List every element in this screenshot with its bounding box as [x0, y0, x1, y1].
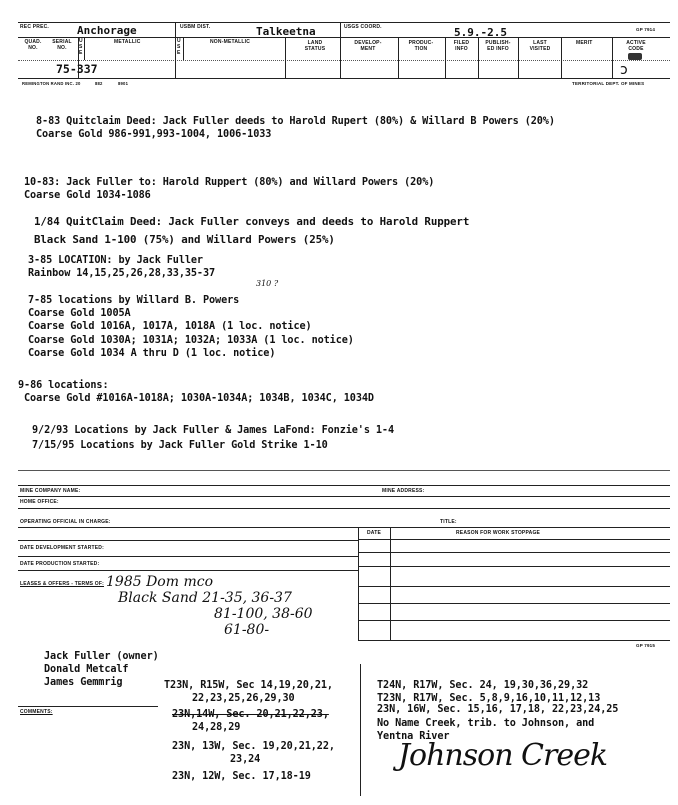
- form-number-top: GP 7914: [636, 27, 656, 32]
- territorial-dept-label: TERRITORIAL DEPT. OF MINES: [572, 81, 645, 86]
- township-line: T23N, R17W, Sec. 5,8,9,16,10,11,12,13: [377, 693, 601, 704]
- township-line: 23N, 13W, Sec. 19,20,21,22,: [172, 741, 335, 752]
- entry-line: 3-85 LOCATION: by Jack Fuller: [28, 255, 203, 266]
- location-note: Yentna River: [377, 731, 450, 742]
- serial-no-label: SERIAL NO.: [52, 39, 72, 51]
- date-production-label: DATE PRODUCTION STARTED:: [20, 561, 100, 567]
- lease-handwritten-3: 81-100, 38-60: [214, 606, 313, 622]
- township-line: 24,28,29: [192, 722, 241, 733]
- township-line: 22,23,25,26,29,30: [192, 693, 295, 704]
- title-label: TITLE:: [440, 519, 457, 525]
- township-line: T23N, R15W, Sec 14,19,20,21,: [164, 680, 333, 691]
- usgs-coord-label: USGS COORD.: [344, 24, 382, 30]
- entry-line: Coarse Gold 986-991,993-1004, 1006-1033: [36, 129, 272, 140]
- printer-credit: REMINGTON RAND INC. 20: [22, 81, 81, 86]
- entry-line: Rainbow 14,15,25,26,28,33,35-37: [28, 268, 216, 279]
- mine-address-label: MINE ADDRESS:: [382, 488, 425, 494]
- non-metallic-label: NON-METALLIC: [210, 39, 251, 45]
- rec-prec-value: Anchorage: [77, 24, 137, 37]
- production-label: PRODUC-TION: [408, 40, 434, 52]
- comments-label: COMMENTS:: [20, 709, 53, 715]
- signature-johnson-creek: Johnson Creek: [398, 738, 608, 773]
- print-code-b: 8901: [118, 81, 129, 86]
- entry-line: 1/84 QuitClaim Deed: Jack Fuller conveys and deeds to Harold Ruppert: [34, 215, 470, 228]
- location-note: No Name Creek, trib. to Johnson, and: [377, 718, 595, 729]
- entry-line: Coarse Gold 1030A; 1031A; 1032A; 1033A (1 loc. notice): [28, 335, 354, 346]
- annotation-310: 310 ?: [256, 279, 279, 288]
- header-top-line: [18, 22, 670, 23]
- lease-handwritten-1: 1985 Dom mco: [106, 574, 214, 590]
- township-line: 23N, 16W, Sec. 15,16, 17,18, 22,23,24,25: [377, 704, 619, 715]
- entry-line: 8-83 Quitclaim Deed: Jack Fuller deeds to Harold Rupert (80%) & Willard B Powers (20%): [36, 116, 555, 127]
- reason-col-label: REASON FOR WORK STOPPAGE: [456, 530, 541, 536]
- curl-mark-icon: ↄ: [620, 62, 628, 78]
- development-label: DEVELOP-MENT: [354, 40, 382, 52]
- usgs-coord-value: 5.9.-2.5: [454, 26, 507, 39]
- active-code-label: ACTIVE CODE: [626, 40, 646, 52]
- land-status-label: LAND STATUS: [304, 40, 326, 52]
- owner-line: James Gemmrig: [44, 677, 123, 688]
- form-number-bottom: GP 7915: [636, 643, 656, 648]
- quad-serial-value: 75-337: [56, 62, 98, 76]
- owner-line: Donald Metcalf: [44, 664, 129, 675]
- merit-label: MERIT: [576, 40, 593, 46]
- entry-line: Coarse Gold 1034 A thru D (1 loc. notice): [28, 348, 276, 359]
- lease-handwritten-4: 61-80-: [224, 622, 270, 638]
- date-col-label: DATE: [367, 530, 382, 536]
- lease-handwritten-2: Black Sand 21-35, 36-37: [118, 590, 292, 606]
- entry-line: 7/15/95 Locations by Jack Fuller Gold Strike 1-10: [32, 440, 328, 451]
- published-info-label: PUBLISH-ED INFO: [485, 40, 511, 52]
- header-mid-line: [18, 37, 670, 38]
- last-visited-label: LAST VISITED: [529, 40, 551, 52]
- date-development-label: DATE DEVELOPMENT STARTED:: [20, 545, 104, 551]
- township-line-struck: 23N,14W, Sec. 20,21,22,23,: [172, 709, 329, 720]
- entry-line: Black Sand 1-100 (75%) and Willard Powers (25%): [34, 233, 335, 246]
- entry-line: 10-83: Jack Fuller to: Harold Ruppert (80%) and Willard Powers (20%): [24, 177, 435, 188]
- entry-line: Coarse Gold 1016A, 1017A, 1018A (1 loc. notice): [28, 321, 312, 332]
- header-bottom-line: [18, 78, 670, 79]
- leases-offers-label: LEASES & OFFERS - TERMS OF:: [20, 581, 105, 587]
- header-value-line: [18, 60, 670, 61]
- owner-line: Jack Fuller (owner): [44, 651, 159, 662]
- entry-line: 7-85 locations by Willard B. Powers: [28, 295, 240, 306]
- township-line: 23,24: [230, 754, 261, 765]
- usbm-dist-value: Talkeetna: [256, 25, 316, 38]
- print-code-a: 882: [95, 81, 103, 86]
- home-office-label: HOME OFFICE:: [20, 499, 59, 505]
- use-nonmetallic-col: U S E: [177, 38, 181, 56]
- usbm-dist-label: USBM DIST.: [180, 24, 211, 30]
- entry-line: Coarse Gold 1005A: [28, 308, 131, 319]
- operating-official-label: OPERATING OFFICIAL IN CHARGE:: [20, 519, 111, 525]
- quad-no-label: QUAD. NO.: [24, 39, 42, 51]
- entry-line: 9-86 locations:: [18, 380, 109, 391]
- use-metallic-col: U S E: [79, 38, 83, 56]
- mine-company-name-label: MINE COMPANY NAME:: [20, 488, 81, 494]
- filed-info-label: FILED INFO: [453, 40, 470, 52]
- entry-line: Coarse Gold 1034-1086: [24, 190, 151, 201]
- entry-line: Coarse Gold #1016A-1018A; 1030A-1034A; 1034B, 1034C, 1034D: [24, 393, 374, 404]
- township-line: 23N, 12W, Sec. 17,18-19: [172, 771, 311, 782]
- entry-line: 9/2/93 Locations by Jack Fuller & James LaFond: Fonzie's 1-4: [32, 425, 395, 436]
- township-line: T24N, R17W, Sec. 24, 19,30,36,29,32: [377, 680, 589, 691]
- active-code-mark: [628, 53, 642, 60]
- rec-prec-label: REC PREC.: [20, 24, 50, 30]
- metallic-label: METALLIC: [114, 39, 141, 45]
